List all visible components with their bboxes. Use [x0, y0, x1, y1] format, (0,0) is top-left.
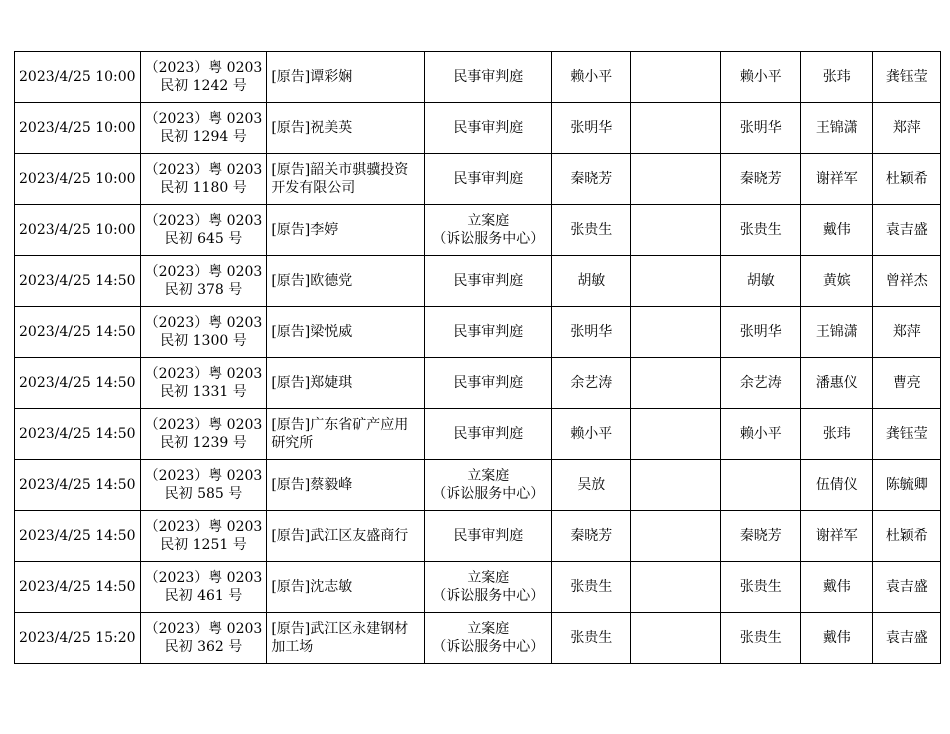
recorder-cell [873, 103, 941, 154]
clerk-cell-text: 戴伟 [822, 579, 851, 595]
presiding-judge-cell-text: 赖小平 [739, 426, 782, 442]
case-number-cell [140, 511, 267, 562]
department-cell-text: 民事审判庭 [453, 120, 524, 136]
case-number-cell-text: 民初 461 号 [164, 588, 243, 604]
department-cell-text: 立案庭 [467, 621, 510, 637]
party-cell [267, 52, 425, 103]
party-cell [267, 562, 425, 613]
department-cell [425, 613, 552, 664]
party-cell [267, 460, 425, 511]
recorder-cell-text: 郑萍 [892, 324, 921, 340]
judge-cell [552, 511, 631, 562]
party-cell-text: [原告]沈志敏 [271, 579, 353, 595]
clerk-cell [801, 409, 873, 460]
party-cell-text: [原告]韶关市骐骥投资 [271, 162, 409, 178]
hearing-time-cell-text: 2023/4/25 14:50 [19, 324, 136, 340]
blank-cell [631, 409, 721, 460]
table-row [15, 256, 941, 307]
presiding-judge-cell-text: 余艺涛 [739, 375, 782, 391]
clerk-cell [801, 613, 873, 664]
presiding-judge-cell [721, 511, 801, 562]
hearing-time-cell-text: 2023/4/25 14:50 [19, 426, 136, 442]
clerk-cell [801, 511, 873, 562]
case-number-cell [140, 52, 267, 103]
blank-cell [631, 256, 721, 307]
case-number-cell-text: （2023）粤 0203 [144, 60, 263, 76]
hearing-time-cell [15, 511, 141, 562]
presiding-judge-cell-text: 胡敏 [746, 273, 775, 289]
case-number-cell [140, 409, 267, 460]
clerk-cell-text: 王锦潇 [815, 324, 858, 340]
case-number-cell-text: （2023）粤 0203 [144, 213, 263, 229]
hearing-time-cell-text: 2023/4/25 14:50 [19, 375, 136, 391]
hearing-time-cell [15, 205, 141, 256]
party-cell-text: [原告]欧德党 [271, 273, 353, 289]
department-cell-text: 立案庭 [467, 468, 510, 484]
table-row [15, 562, 941, 613]
case-number-cell-text: 民初 378 号 [164, 282, 243, 298]
department-cell [425, 154, 552, 205]
presiding-judge-cell-text: 秦晓芳 [739, 171, 782, 187]
department-cell-text: 民事审判庭 [453, 273, 524, 289]
hearing-time-cell [15, 307, 141, 358]
party-cell-text: [原告]郑婕琪 [271, 375, 353, 391]
recorder-cell [873, 409, 941, 460]
judge-cell [552, 307, 631, 358]
presiding-judge-cell-text: 赖小平 [739, 69, 782, 85]
case-number-cell-text: 民初 585 号 [164, 486, 243, 502]
clerk-cell [801, 256, 873, 307]
party-cell-text: 开发有限公司 [271, 180, 356, 196]
hearing-time-cell [15, 103, 141, 154]
clerk-cell-text: 张玮 [822, 69, 851, 85]
clerk-cell-text: 伍倩仪 [815, 477, 858, 493]
case-number-cell [140, 562, 267, 613]
department-cell [425, 205, 552, 256]
judge-cell-text: 秦晓芳 [570, 528, 613, 544]
judge-cell [552, 562, 631, 613]
blank-cell [631, 460, 721, 511]
hearing-time-cell-text: 2023/4/25 14:50 [19, 273, 136, 289]
schedule-body [15, 52, 941, 664]
recorder-cell-text: 陈毓卿 [885, 477, 928, 493]
judge-cell-text: 张贵生 [570, 579, 613, 595]
hearing-time-cell-text: 2023/4/25 10:00 [19, 171, 136, 187]
case-number-cell [140, 154, 267, 205]
presiding-judge-cell-text: 张贵生 [739, 579, 782, 595]
department-cell-text: 立案庭 [467, 213, 510, 229]
hearing-time-cell [15, 613, 141, 664]
department-cell-text: 民事审判庭 [453, 375, 524, 391]
presiding-judge-cell-text: 张明华 [739, 324, 782, 340]
hearing-time-cell-text: 2023/4/25 15:20 [19, 630, 136, 646]
recorder-cell-text: 龚钰莹 [885, 69, 928, 85]
case-number-cell-text: 民初 1239 号 [160, 435, 247, 451]
table-row [15, 358, 941, 409]
presiding-judge-cell-text: 秦晓芳 [739, 528, 782, 544]
table-row [15, 460, 941, 511]
department-cell [425, 307, 552, 358]
department-cell-text: （诉讼服务中心） [432, 486, 545, 502]
presiding-judge-cell [721, 52, 801, 103]
recorder-cell [873, 256, 941, 307]
department-cell [425, 103, 552, 154]
table-row [15, 511, 941, 562]
party-cell-text: 研究所 [271, 435, 314, 451]
table-row [15, 52, 941, 103]
department-cell-text: 民事审判庭 [453, 69, 524, 85]
presiding-judge-cell [721, 409, 801, 460]
recorder-cell [873, 460, 941, 511]
hearing-time-cell-text: 2023/4/25 14:50 [19, 528, 136, 544]
case-number-cell-text: （2023）粤 0203 [144, 468, 263, 484]
blank-cell [631, 205, 721, 256]
recorder-cell [873, 307, 941, 358]
clerk-cell-text: 谢祥军 [815, 528, 858, 544]
case-number-cell-text: 民初 362 号 [164, 639, 243, 655]
recorder-cell-text: 曾祥杰 [885, 273, 928, 289]
hearing-time-cell [15, 154, 141, 205]
case-number-cell-text: （2023）粤 0203 [144, 621, 263, 637]
judge-cell [552, 460, 631, 511]
clerk-cell [801, 52, 873, 103]
department-cell-text: 民事审判庭 [453, 171, 524, 187]
department-cell [425, 358, 552, 409]
hearing-time-cell-text: 2023/4/25 14:50 [19, 477, 136, 493]
clerk-cell-text: 戴伟 [822, 222, 851, 238]
case-number-cell-text: （2023）粤 0203 [144, 315, 263, 331]
judge-cell [552, 358, 631, 409]
case-number-cell-text: 民初 645 号 [164, 231, 243, 247]
table-row [15, 307, 941, 358]
presiding-judge-cell [721, 154, 801, 205]
table-row [15, 613, 941, 664]
party-cell-text: [原告]武江区永建钢材 [271, 621, 409, 637]
recorder-cell-text: 郑萍 [892, 120, 921, 136]
recorder-cell [873, 511, 941, 562]
judge-cell [552, 409, 631, 460]
judge-cell-text: 张贵生 [570, 630, 613, 646]
blank-cell [631, 562, 721, 613]
clerk-cell [801, 103, 873, 154]
recorder-cell [873, 52, 941, 103]
blank-cell [631, 511, 721, 562]
clerk-cell-text: 张玮 [822, 426, 851, 442]
hearing-time-cell-text: 2023/4/25 10:00 [19, 222, 136, 238]
blank-cell [631, 613, 721, 664]
department-cell [425, 256, 552, 307]
case-number-cell [140, 103, 267, 154]
judge-cell-text: 胡敏 [577, 273, 606, 289]
presiding-judge-cell [721, 256, 801, 307]
judge-cell-text: 赖小平 [570, 426, 613, 442]
clerk-cell-text: 戴伟 [822, 630, 851, 646]
department-cell-text: 立案庭 [467, 570, 510, 586]
department-cell [425, 562, 552, 613]
department-cell-text: 民事审判庭 [453, 528, 524, 544]
hearing-time-cell [15, 460, 141, 511]
hearing-time-cell-text: 2023/4/25 10:00 [19, 120, 136, 136]
recorder-cell-text: 杜颖希 [885, 171, 928, 187]
presiding-judge-cell [721, 460, 801, 511]
party-cell [267, 358, 425, 409]
hearing-time-cell [15, 562, 141, 613]
presiding-judge-cell-text: 张贵生 [739, 222, 782, 238]
presiding-judge-cell-text: 张明华 [739, 120, 782, 136]
department-cell [425, 52, 552, 103]
case-number-cell-text: 民初 1294 号 [160, 129, 247, 145]
clerk-cell [801, 205, 873, 256]
judge-cell [552, 613, 631, 664]
presiding-judge-cell-text: 张贵生 [739, 630, 782, 646]
department-cell-text: （诉讼服务中心） [432, 639, 545, 655]
judge-cell-text: 余艺涛 [570, 375, 613, 391]
case-number-cell [140, 256, 267, 307]
party-cell [267, 205, 425, 256]
recorder-cell-text: 袁吉盛 [885, 222, 928, 238]
party-cell [267, 103, 425, 154]
presiding-judge-cell [721, 307, 801, 358]
presiding-judge-cell [721, 205, 801, 256]
case-number-cell-text: （2023）粤 0203 [144, 264, 263, 280]
case-number-cell-text: （2023）粤 0203 [144, 417, 263, 433]
case-number-cell [140, 205, 267, 256]
department-cell-text: 民事审判庭 [453, 426, 524, 442]
judge-cell [552, 205, 631, 256]
case-number-cell [140, 613, 267, 664]
department-cell [425, 409, 552, 460]
party-cell-text: [原告]武江区友盛商行 [271, 528, 409, 544]
presiding-judge-cell [721, 613, 801, 664]
blank-cell [631, 103, 721, 154]
case-number-cell-text: 民初 1242 号 [160, 78, 247, 94]
table-row [15, 205, 941, 256]
recorder-cell-text: 杜颖希 [885, 528, 928, 544]
table-row [15, 154, 941, 205]
case-number-cell-text: （2023）粤 0203 [144, 519, 263, 535]
party-cell [267, 154, 425, 205]
recorder-cell-text: 袁吉盛 [885, 579, 928, 595]
judge-cell-text: 张贵生 [570, 222, 613, 238]
hearing-time-cell [15, 52, 141, 103]
party-cell [267, 613, 425, 664]
case-number-cell-text: 民初 1180 号 [160, 180, 247, 196]
case-number-cell-text: 民初 1331 号 [160, 384, 247, 400]
recorder-cell [873, 154, 941, 205]
hearing-schedule-table [14, 51, 941, 664]
case-number-cell-text: （2023）粤 0203 [144, 366, 263, 382]
clerk-cell-text: 王锦潇 [815, 120, 858, 136]
department-cell [425, 460, 552, 511]
clerk-cell [801, 307, 873, 358]
judge-cell-text: 吴放 [577, 477, 606, 493]
department-cell-text: （诉讼服务中心） [432, 231, 545, 247]
hearing-time-cell [15, 409, 141, 460]
blank-cell [631, 154, 721, 205]
case-number-cell-text: 民初 1300 号 [160, 333, 247, 349]
table-row [15, 103, 941, 154]
judge-cell-text: 张明华 [570, 120, 613, 136]
judge-cell-text: 秦晓芳 [570, 171, 613, 187]
table-row [15, 409, 941, 460]
party-cell [267, 511, 425, 562]
judge-cell-text: 赖小平 [570, 69, 613, 85]
clerk-cell-text: 潘惠仪 [815, 375, 858, 391]
clerk-cell-text: 谢祥军 [815, 171, 858, 187]
party-cell [267, 409, 425, 460]
recorder-cell-text: 龚钰莹 [885, 426, 928, 442]
presiding-judge-cell [721, 103, 801, 154]
case-number-cell-text: （2023）粤 0203 [144, 111, 263, 127]
party-cell-text: [原告]李婷 [271, 222, 339, 238]
clerk-cell [801, 562, 873, 613]
case-number-cell [140, 460, 267, 511]
party-cell [267, 256, 425, 307]
clerk-cell [801, 358, 873, 409]
judge-cell [552, 103, 631, 154]
department-cell [425, 511, 552, 562]
party-cell-text: [原告]梁悦威 [271, 324, 353, 340]
clerk-cell [801, 460, 873, 511]
case-number-cell-text: 民初 1251 号 [160, 537, 247, 553]
recorder-cell [873, 613, 941, 664]
department-cell-text: 民事审判庭 [453, 324, 524, 340]
recorder-cell-text: 袁吉盛 [885, 630, 928, 646]
hearing-time-cell [15, 358, 141, 409]
judge-cell [552, 256, 631, 307]
party-cell-text: [原告]蔡毅峰 [271, 477, 353, 493]
department-cell-text: （诉讼服务中心） [432, 588, 545, 604]
recorder-cell-text: 曹亮 [892, 375, 921, 391]
clerk-cell [801, 154, 873, 205]
clerk-cell-text: 黄嫔 [822, 273, 851, 289]
party-cell-text: [原告]谭彩娴 [271, 69, 353, 85]
case-number-cell-text: （2023）粤 0203 [144, 162, 263, 178]
case-number-cell [140, 307, 267, 358]
case-number-cell [140, 358, 267, 409]
blank-cell [631, 52, 721, 103]
recorder-cell [873, 205, 941, 256]
blank-cell [631, 358, 721, 409]
judge-cell [552, 52, 631, 103]
party-cell-text: [原告]祝美英 [271, 120, 353, 136]
presiding-judge-cell [721, 562, 801, 613]
recorder-cell [873, 562, 941, 613]
judge-cell [552, 154, 631, 205]
case-number-cell-text: （2023）粤 0203 [144, 570, 263, 586]
presiding-judge-cell [721, 358, 801, 409]
hearing-time-cell-text: 2023/4/25 10:00 [19, 69, 136, 85]
judge-cell-text: 张明华 [570, 324, 613, 340]
recorder-cell [873, 358, 941, 409]
party-cell [267, 307, 425, 358]
blank-cell [631, 307, 721, 358]
hearing-time-cell [15, 256, 141, 307]
party-cell-text: [原告]广东省矿产应用 [271, 417, 409, 433]
party-cell-text: 加工场 [271, 639, 314, 655]
hearing-time-cell-text: 2023/4/25 14:50 [19, 579, 136, 595]
